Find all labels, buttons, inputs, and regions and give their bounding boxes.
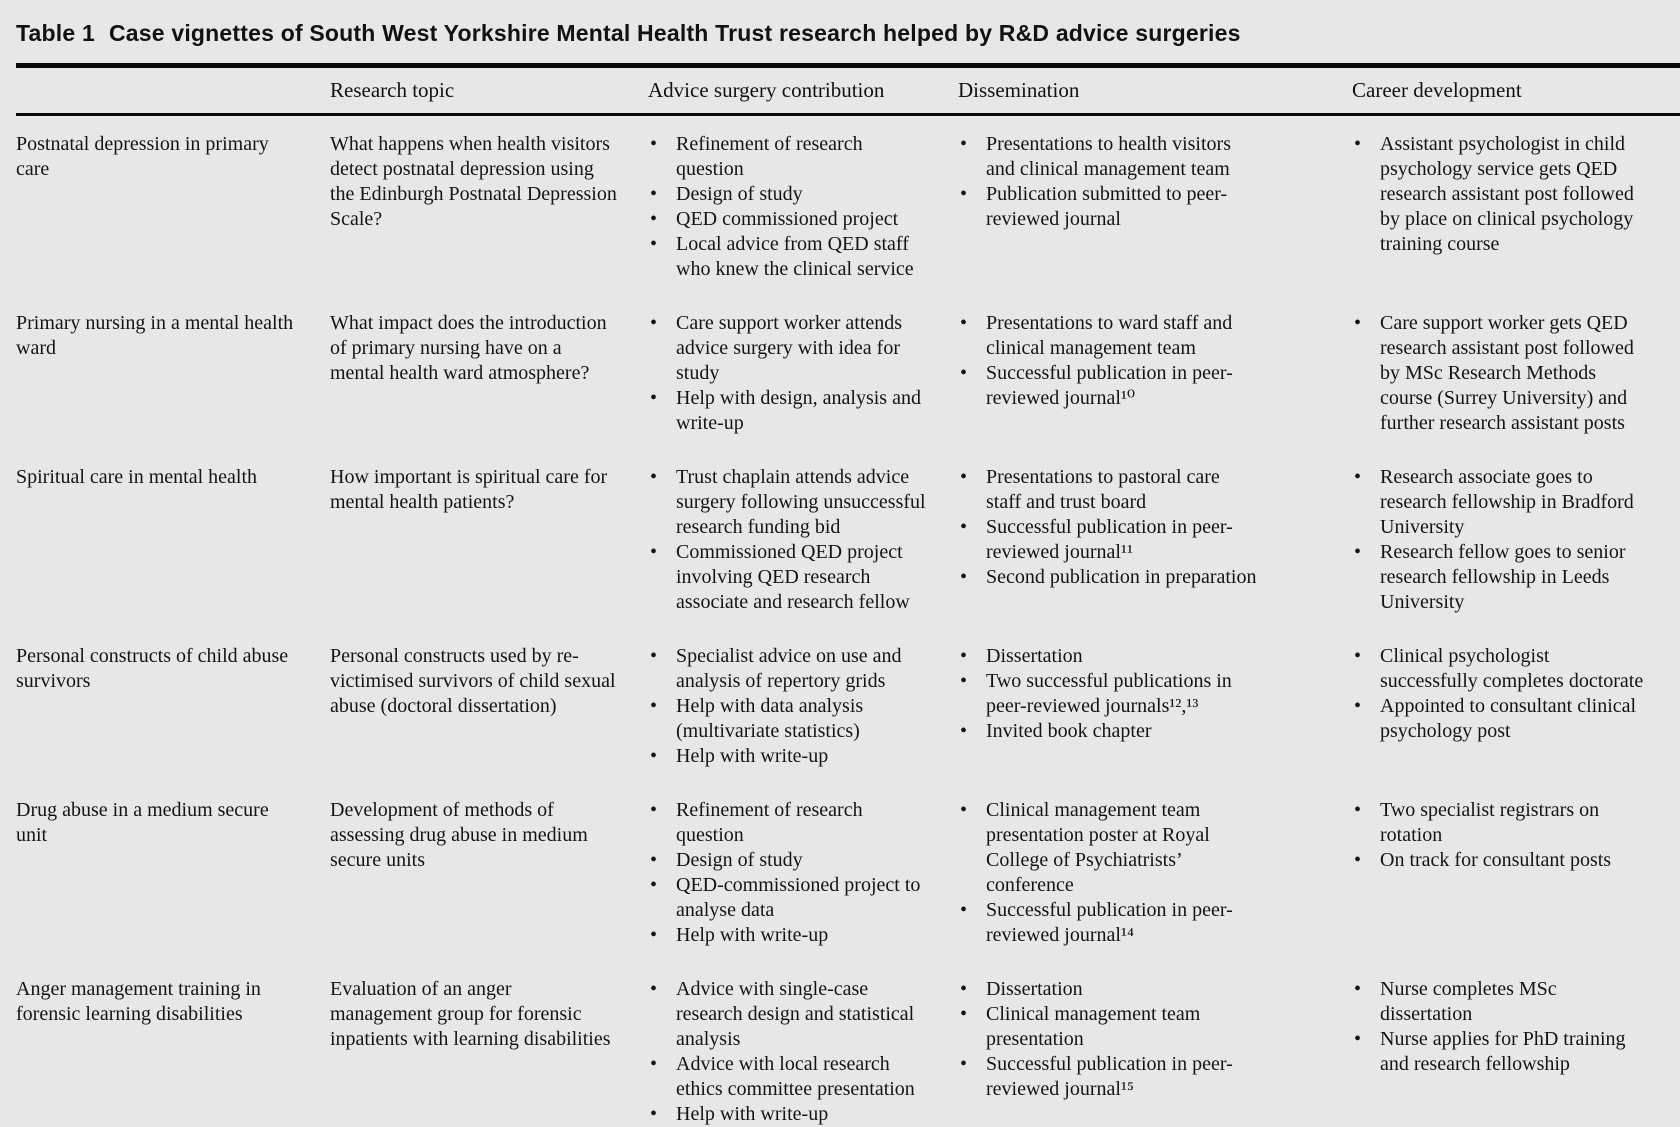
research-topic-cell: How important is spiritual care for mental health patients? bbox=[330, 466, 608, 513]
advice-surgery-contribution-cell-list bbox=[648, 132, 928, 282]
bullet-item: • Invited book chapter bbox=[958, 719, 1258, 744]
bullet-item: • Refinement of research question bbox=[648, 132, 928, 182]
dissemination-cell-list bbox=[958, 132, 1258, 232]
header-career-development: Career development bbox=[1352, 78, 1522, 102]
bullet-item: • Two specialist registrars on rotation bbox=[1352, 798, 1644, 848]
bullet-item: • QED commissioned project bbox=[648, 207, 928, 232]
table-row bbox=[0, 644, 1680, 769]
bullet-item: • Trust chaplain attends advice surgery following unsuccessful research funding bid bbox=[648, 465, 928, 540]
bullet-item: • Local advice from QED staff who knew the clinical service bbox=[648, 232, 928, 282]
career-development-cell bbox=[1352, 465, 1660, 615]
career-development-cell bbox=[1352, 644, 1660, 769]
bullet-item: • On track for consultant posts bbox=[1352, 848, 1644, 873]
career-development-cell bbox=[1352, 977, 1660, 1127]
table-row bbox=[0, 311, 1680, 436]
bullet-item: • Two successful publications in peer-reviewed journals¹²,¹³ bbox=[958, 669, 1258, 719]
vignette-cell: Primary nursing in a mental health ward bbox=[16, 312, 294, 359]
bullet-item: • Advice with local research ethics committee presentation bbox=[648, 1052, 928, 1102]
vignette-cell: Anger management training in forensic learning disabilities bbox=[16, 978, 261, 1025]
bullet-item: • Research fellow goes to senior research fellowship in Leeds University bbox=[1352, 540, 1644, 615]
table-row bbox=[0, 132, 1680, 282]
bullet-item: • Refinement of research question bbox=[648, 798, 928, 848]
table-body bbox=[0, 116, 1680, 1127]
bullet-item: • Appointed to consultant clinical psychology post bbox=[1352, 694, 1644, 744]
advice-surgery-contribution-cell-list bbox=[648, 311, 928, 436]
bullet-item: • Commissioned QED project involving QED research associate and research fellow bbox=[648, 540, 928, 615]
dissemination-cell-list bbox=[958, 311, 1258, 411]
dissemination-cell bbox=[958, 644, 1352, 769]
vignette-cell: Spiritual care in mental health bbox=[16, 466, 258, 488]
advice-surgery-contribution-cell bbox=[648, 977, 958, 1127]
bullet-item: • Help with write-up bbox=[648, 923, 928, 948]
bullet-item: • Presentations to ward staff and clinical management team bbox=[958, 311, 1258, 361]
bullet-item: • Design of study bbox=[648, 182, 928, 207]
bullet-item: • Successful publication in peer-reviewed journal¹⁴ bbox=[958, 898, 1258, 948]
career-development-cell-list bbox=[1352, 465, 1644, 615]
research-topic-cell: What happens when health visitors detect postnatal depression using the Edinburgh Postnatal Depression Scale? bbox=[330, 133, 617, 230]
table-caption bbox=[0, 0, 1680, 47]
header-advice-surgery-contribution: Advice surgery contribution bbox=[648, 78, 885, 102]
header-research-topic: Research topic bbox=[330, 78, 455, 102]
bullet-item: • Successful publication in peer-reviewed journal¹⁵ bbox=[958, 1052, 1258, 1102]
advice-surgery-contribution-cell bbox=[648, 798, 958, 948]
bullet-item: • Second publication in preparation bbox=[958, 565, 1258, 590]
advice-surgery-contribution-cell-list bbox=[648, 465, 928, 615]
bullet-item: • Research associate goes to research fellowship in Bradford University bbox=[1352, 465, 1644, 540]
dissemination-cell-list bbox=[958, 977, 1258, 1102]
career-development-cell bbox=[1352, 311, 1660, 436]
table-row bbox=[0, 465, 1680, 615]
career-development-cell-list bbox=[1352, 644, 1644, 744]
bullet-item: • Specialist advice on use and analysis of repertory grids bbox=[648, 644, 928, 694]
bullet-item: • Presentations to health visitors and clinical management team bbox=[958, 132, 1258, 182]
advice-surgery-contribution-cell-list bbox=[648, 977, 928, 1127]
career-development-cell bbox=[1352, 798, 1660, 948]
dissemination-cell bbox=[958, 465, 1352, 615]
bullet-item: • Publication submitted to peer-reviewed journal bbox=[958, 182, 1258, 232]
bullet-item: • Clinical management team presentation poster at Royal College of Psychiatrists’ conference bbox=[958, 798, 1258, 898]
research-topic-cell: Evaluation of an anger management group for forensic inpatients with learning disabilities bbox=[330, 978, 611, 1050]
bullet-item: • Care support worker attends advice surgery with idea for study bbox=[648, 311, 928, 386]
research-topic-cell: What impact does the introduction of primary nursing have on a mental health ward atmosphere? bbox=[330, 312, 607, 384]
dissemination-cell bbox=[958, 311, 1352, 436]
research-topic-cell: Personal constructs used by re-victimised survivors of child sexual abuse (doctoral dissertation) bbox=[330, 645, 616, 717]
career-development-cell-list bbox=[1352, 977, 1644, 1077]
bullet-item: • Design of study bbox=[648, 848, 928, 873]
bullet-item: • Dissertation bbox=[958, 644, 1258, 669]
bullet-item: • Help with data analysis (multivariate statistics) bbox=[648, 694, 928, 744]
bullet-item: • Clinical management team presentation bbox=[958, 1002, 1258, 1052]
bullet-item: • Help with write-up bbox=[648, 1102, 928, 1127]
table-label: Table 1 bbox=[16, 20, 95, 46]
advice-surgery-contribution-cell bbox=[648, 465, 958, 615]
header-dissemination: Dissemination bbox=[958, 78, 1080, 102]
advice-surgery-contribution-cell-list bbox=[648, 798, 928, 948]
advice-surgery-contribution-cell-list bbox=[648, 644, 928, 769]
dissemination-cell-list bbox=[958, 644, 1258, 744]
dissemination-cell-list bbox=[958, 465, 1258, 590]
bullet-item: • QED-commissioned project to analyse data bbox=[648, 873, 928, 923]
bullet-item: • Advice with single-case research design and statistical analysis bbox=[648, 977, 928, 1052]
career-development-cell-list bbox=[1352, 132, 1644, 257]
dissemination-cell bbox=[958, 132, 1352, 282]
table-row bbox=[0, 977, 1680, 1127]
advice-surgery-contribution-cell bbox=[648, 644, 958, 769]
bullet-item: • Care support worker gets QED research assistant post followed by MSc Research Methods course (Surrey University) and further research assistant posts bbox=[1352, 311, 1644, 436]
bullet-item: • Successful publication in peer-reviewed journal¹⁰ bbox=[958, 361, 1258, 411]
bullet-item: • Nurse completes MSc dissertation bbox=[1352, 977, 1644, 1027]
bullet-item: • Help with write-up bbox=[648, 744, 928, 769]
vignette-cell: Postnatal depression in primary care bbox=[16, 133, 269, 180]
bullet-item: • Presentations to pastoral care staff and trust board bbox=[958, 465, 1258, 515]
bullet-item: • Dissertation bbox=[958, 977, 1258, 1002]
vignette-cell: Personal constructs of child abuse survivors bbox=[16, 645, 289, 692]
table-header-row bbox=[0, 68, 1680, 113]
advice-surgery-contribution-cell bbox=[648, 132, 958, 282]
bullet-item: • Nurse applies for PhD training and research fellowship bbox=[1352, 1027, 1644, 1077]
vignette-cell: Drug abuse in a medium secure unit bbox=[16, 799, 269, 846]
career-development-cell-list bbox=[1352, 311, 1644, 436]
table-row bbox=[0, 798, 1680, 948]
career-development-cell-list bbox=[1352, 798, 1644, 873]
bullet-item: • Successful publication in peer-reviewed journal¹¹ bbox=[958, 515, 1258, 565]
dissemination-cell-list bbox=[958, 798, 1258, 948]
research-topic-cell: Development of methods of assessing drug abuse in medium secure units bbox=[330, 799, 588, 871]
bullet-item: • Help with design, analysis and write-up bbox=[648, 386, 928, 436]
table-title: Case vignettes of South West Yorkshire Mental Health Trust research helped by R&D advice surgeries bbox=[108, 20, 1241, 46]
header-empty bbox=[16, 78, 330, 103]
dissemination-cell bbox=[958, 798, 1352, 948]
bullet-item: • Assistant psychologist in child psychology service gets QED research assistant post followed by place on clinical psychology training course bbox=[1352, 132, 1644, 257]
dissemination-cell bbox=[958, 977, 1352, 1127]
advice-surgery-contribution-cell bbox=[648, 311, 958, 436]
bullet-item: • Clinical psychologist successfully completes doctorate bbox=[1352, 644, 1644, 694]
career-development-cell bbox=[1352, 132, 1660, 282]
